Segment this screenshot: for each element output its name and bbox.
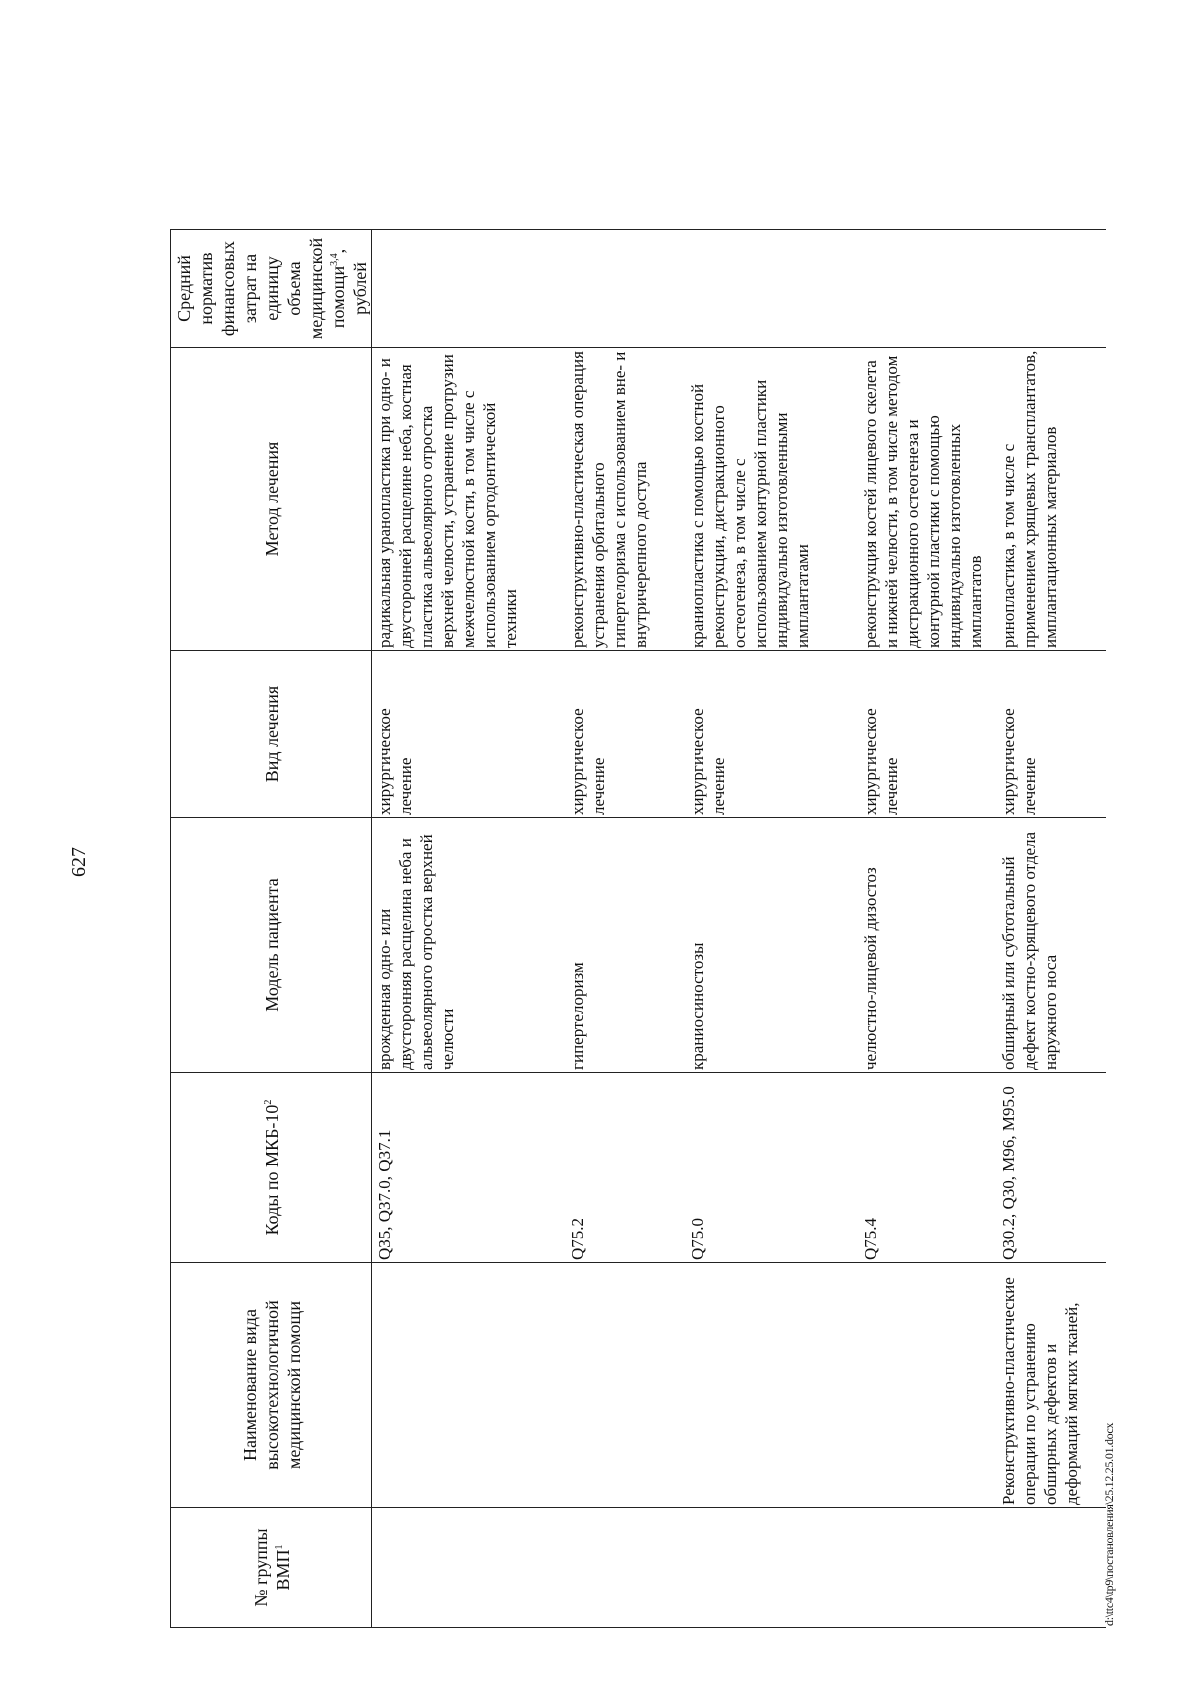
cell-group-number — [685, 1508, 858, 1628]
table-row — [996, 230, 1106, 1628]
cell-average-cost — [565, 230, 685, 348]
cell-treatment-method: реконструкция костей лицевого скелета и нижней челюсти, в том числе методом дистракционного остеогенеза и контурной пластики с помощью индивидуально изготовленных имплантатов — [858, 348, 996, 651]
cell-patient-model: краниосиностозы — [685, 818, 858, 1073]
cell-care-type-name — [372, 1263, 565, 1508]
cell-group-number — [372, 1508, 565, 1628]
page-number: 627 — [68, 847, 90, 877]
cell-icd-codes: Q75.2 — [565, 1073, 685, 1263]
cell-average-cost — [858, 230, 996, 348]
table-row — [685, 230, 858, 1628]
cell-icd-codes: Q75.4 — [858, 1073, 996, 1263]
cell-patient-model: челюстно-лицевой дизостоз — [858, 818, 996, 1073]
table-row — [858, 230, 996, 1628]
cell-treatment-type: хирургическое лечение — [685, 651, 858, 818]
cell-patient-model: обширный или субтотальный дефект костно-хрящевого отдела наружного носа — [996, 818, 1106, 1073]
header-care-type-name: Наименование вида высокотехнологичной медицинской помощи — [171, 1263, 372, 1508]
cell-group-number — [996, 1508, 1106, 1628]
table-header — [171, 230, 372, 1628]
cell-icd-codes: Q35, Q37.0, Q37.1 — [372, 1073, 565, 1263]
cell-care-type-name — [858, 1263, 996, 1508]
cell-treatment-method: реконструктивно-пластическая операция устранения орбитального гипертелоризма с использованием вне- и внутричерепного доступа — [565, 348, 685, 651]
cell-average-cost — [685, 230, 858, 348]
cell-treatment-type: хирургическое лечение — [565, 651, 685, 818]
treatment-table — [170, 229, 1106, 1628]
cell-average-cost — [372, 230, 565, 348]
cell-care-type-name — [685, 1263, 858, 1508]
table-row — [372, 230, 565, 1628]
cell-patient-model: гипертелоризм — [565, 818, 685, 1073]
cell-group-number — [858, 1508, 996, 1628]
header-treatment-method: Метод лечения — [171, 348, 372, 651]
cell-average-cost — [996, 230, 1106, 348]
cell-treatment-type: хирургическое лечение — [858, 651, 996, 818]
cell-group-number — [565, 1508, 685, 1628]
header-treatment-type: Вид лечения — [171, 651, 372, 818]
cell-treatment-method: радикальная уранопластика при одно- и двусторонней расщелине неба, костная пластика альвеолярного отростка верхней челюсти, устранение протрузии межчелюстной кости, в том числе с использованием ортодонтической техники — [372, 348, 565, 651]
cell-icd-codes: Q75.0 — [685, 1073, 858, 1263]
header-patient-model: Модель пациента — [171, 818, 372, 1073]
cell-icd-codes: Q30.2, Q30, M96, M95.0 — [996, 1073, 1106, 1263]
table-row — [565, 230, 685, 1628]
header-average-cost: Средний норматив финансовых затрат на единицу объема медицинской помощи$^{3,4}$, рублей — [171, 230, 372, 348]
cell-treatment-method: ринопластика, в том числе с применением хрящевых трансплантатов, имплантационных материалов — [996, 348, 1106, 651]
cell-treatment-type: хирургическое лечение — [372, 651, 565, 818]
cell-treatment-method: краниопластика с помощью костной реконструкции, дистракционного остеогенеза, в том числе с использованием контурной пластики индивидуально изготовленными имплантатами — [685, 348, 858, 651]
footer-file-path: d:\ttc4\tp9\постановления\25.12.25.01.docx — [1102, 1422, 1116, 1626]
header-icd-codes: Коды по МКБ-$10^2$ — [171, 1073, 372, 1263]
cell-care-type-name — [565, 1263, 685, 1508]
cell-patient-model: врожденная одно- или двусторонняя расщелина неба и альвеолярного отростка верхней челюсти — [372, 818, 565, 1073]
cell-care-type-name: Реконструктивно-пластические операции по устранению обширных дефектов и деформаций мягких тканей, — [996, 1263, 1106, 1508]
cell-treatment-type: хирургическое лечение — [996, 651, 1106, 818]
header-group-number: № группы ВМП$^1$ — [171, 1508, 372, 1628]
